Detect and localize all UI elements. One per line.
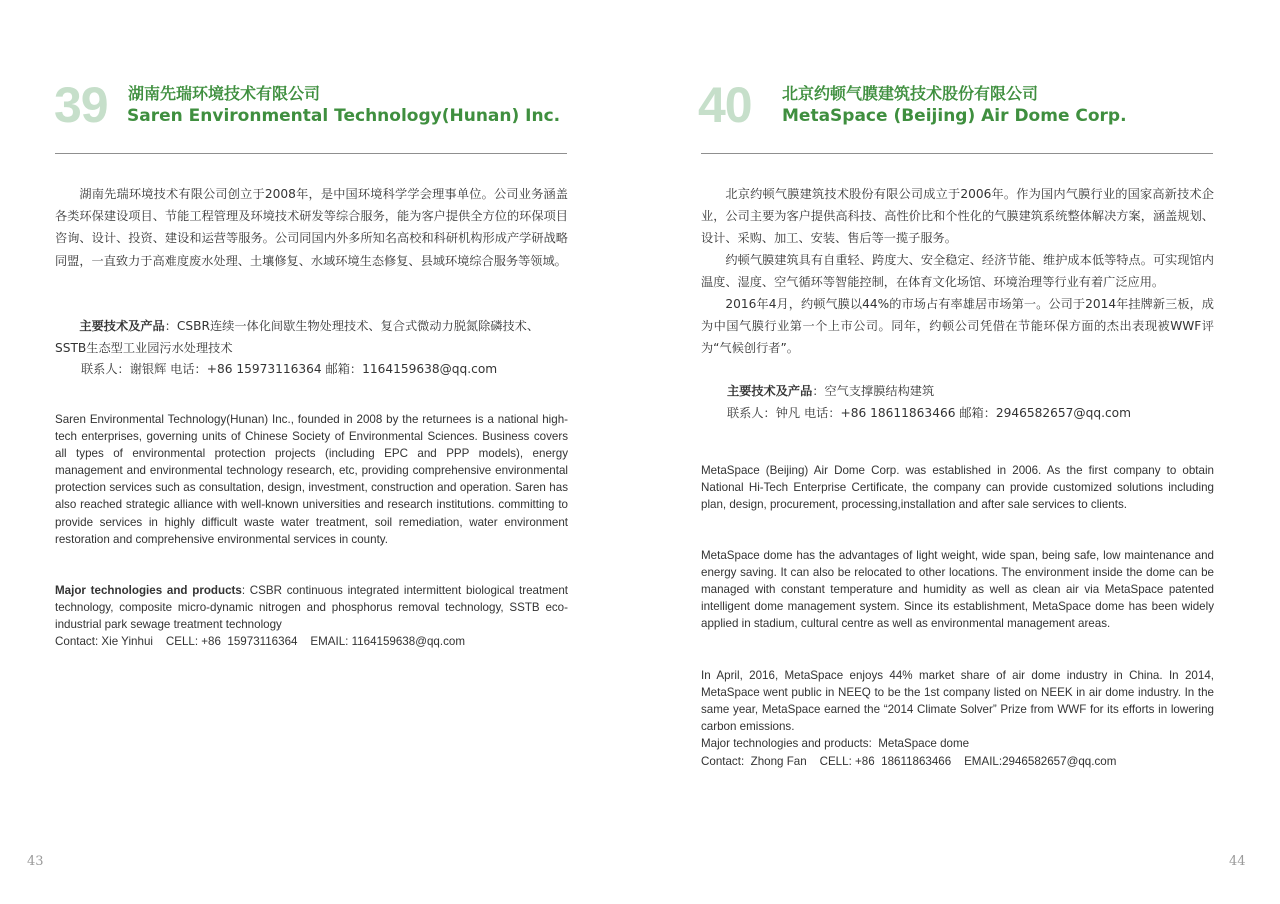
intro-en: Saren Environmental Technology(Hunan) Inc., founded in 2008 by the returnees is a national high-tech enterprises, governing units of Chinese Society of Environmental Sciences. Business covers all types of environmental protection projects (including EPC and PPP models), energy management and environmental technology research, etc, providing comprehensive environmental protection services such as consultation, design, investment, construction and operation. Saren has also reached strategic alliance with well-known universities and research institutions. committing to provide services in highly difficult waste water treatment, soil remediation, water environment restoration and comprehensive environmental services in county. bbox=[55, 413, 568, 546]
right-page bbox=[640, 0, 1280, 904]
tech-text-cn: ：CSBR连续一体化间歇生物处理技术、复合式微动力脱氮除磷技术、SSTB生态型工业园污水处理技术 bbox=[55, 319, 540, 356]
page-number: 43 bbox=[27, 854, 44, 869]
tech-cn bbox=[55, 315, 568, 359]
tech-label-cn: 主要技术及产品 bbox=[727, 384, 813, 398]
para1-en: MetaSpace (Beijing) Air Dome Corp. was established in 2006. As the first company to obtain National Hi-Tech Enterprise Certificate, the company can provide customized solutions including plan, design, procurement, processing,installation and after sale services to clients. bbox=[701, 464, 1214, 512]
para3-cn: 2016年4月，约顿气膜以44%的市场占有率雄居市场第一。公司于2014年挂牌新三板，成为中国气膜行业第一个上市公司。同年，约顿公司凭借在节能环保方面的杰出表现被WWF评为“气候创行者”。 bbox=[701, 297, 1214, 356]
para2-en: MetaSpace dome has the advantages of light weight, wide span, being safe, low maintenance and energy saving. It can also be relocated to other locations. The environment inside the dome can be managed with constant temperature and humidity as well as clean air via MetaSpace patented intelligent dome management system. Since its establishment, MetaSpace dome has been widely applied in stadium, cultural centre as well as environmental management areas. bbox=[701, 549, 1214, 631]
company-title-cn: 湖南先瑞环境技术有限公司 bbox=[128, 84, 321, 103]
tech-label-cn: 主要技术及产品 bbox=[79, 319, 165, 333]
tech-en: Major technologies and products: MetaSpace dome bbox=[701, 737, 970, 750]
contact-cn: 联系人：钟凡 电话：+86 18611863466 邮箱：2946582657@qq.com bbox=[727, 406, 1131, 420]
entry-number: 40 bbox=[698, 77, 752, 133]
para1-cn: 北京约顿气膜建筑技术股份有限公司成立于2006年。作为国内气膜行业的国家高新技术企业，公司主要为客户提供高科技、高性价比和个性化的气膜建筑系统整体解决方案，涵盖规划、设计、采购、加工、安装、售后等一揽子服务。 bbox=[701, 187, 1214, 246]
company-title-en: Saren Environmental Technology(Hunan) Inc. bbox=[127, 106, 561, 126]
title-divider bbox=[55, 153, 567, 154]
company-title-en: MetaSpace (Beijing) Air Dome Corp. bbox=[782, 106, 1127, 126]
entry-number: 39 bbox=[54, 77, 108, 133]
company-title-cn: 北京约顿气膜建筑技术股份有限公司 bbox=[782, 84, 1039, 103]
tech-cn bbox=[727, 380, 934, 402]
para2-cn: 约顿气膜建筑具有自重轻、跨度大、安全稳定、经济节能、维护成本低等特点。可实现馆内温度、湿度、空气循环等智能控制，在体育文化场馆、环境治理等行业有着广泛应用。 bbox=[701, 253, 1214, 290]
tech-text-en: : CSBR continuous integrated intermittent biological treatment technology, composite micro-dynamic nitrogen and phosphorus removal technology, SSTB eco-industrial park sewage treatment technology bbox=[55, 584, 568, 632]
tech-en bbox=[55, 582, 568, 633]
contact-en: Contact: Xie Yinhui CELL: +86 15973116364 EMAIL: 1164159638@qq.com bbox=[55, 635, 465, 648]
page-number: 44 bbox=[1229, 854, 1246, 869]
contact-en: Contact: Zhong Fan CELL: +86 18611863466 EMAIL:2946582657@qq.com bbox=[701, 755, 1117, 768]
tech-label-en: Major technologies and products bbox=[55, 584, 242, 597]
intro-cn: 湖南先瑞环境技术有限公司创立于2008年，是中国环境科学学会理事单位。公司业务涵盖各类环保建设项目、节能工程管理及环境技术研发等综合服务，能为客户提供全方位的环保项目咨询、设计、投资、建设和运营等服务。公司同国内外多所知名高校和科研机构形成产学研战略同盟，一直致力于高难度废水处理、土壤修复、水域环境生态修复、县域环境综合服务等领域。 bbox=[55, 187, 568, 268]
contact-cn: 联系人：谢银辉 电话：+86 15973116364 邮箱：1164159638@qq.com bbox=[81, 362, 498, 376]
para3-en: In April, 2016, MetaSpace enjoys 44% market share of air dome industry in China. In 2014, MetaSpace went public in NEEQ to be the 1st company listed on NEEK in air dome industry. In the same year, MetaSpace earned the “2014 Climate Solver” Prize from WWF for its efforts in lowering carbon emissions. bbox=[701, 669, 1214, 734]
title-divider bbox=[701, 153, 1213, 154]
tech-text-cn: ：空气支撑膜结构建筑 bbox=[812, 384, 935, 398]
